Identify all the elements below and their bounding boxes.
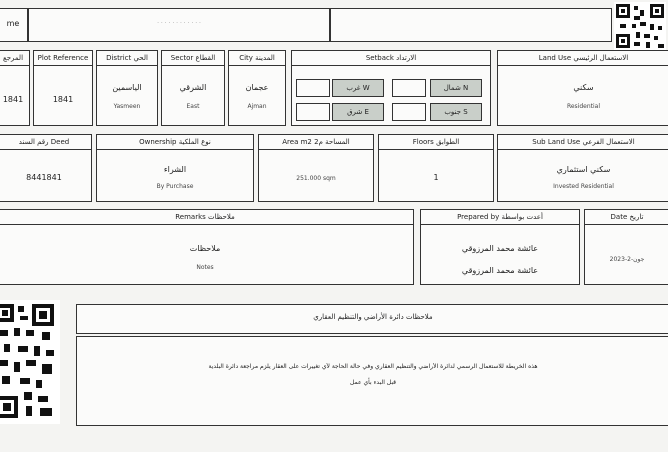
city-value-ar: عجمان: [245, 83, 269, 92]
setback-south: جنوب S: [430, 103, 482, 121]
deed-value: 8441841: [26, 173, 62, 182]
floors-box: [378, 134, 494, 202]
sector-value-ar: الشرقي: [179, 83, 207, 92]
remarks-ar: ملاحظات: [189, 244, 221, 253]
sector-column: [161, 50, 225, 126]
district-value-ar: الياسمين: [112, 83, 142, 92]
city-column: [228, 50, 286, 126]
date-value: 2023-جون-2: [609, 256, 645, 263]
sector-value-en: East: [186, 103, 200, 110]
notes-title: ملاحظات دائرة الأراضي والتنظيم العقاري: [313, 313, 433, 321]
city-header: City المدينة: [229, 51, 285, 66]
sector-header: Sector القطاع: [162, 51, 224, 66]
setback-box: [291, 50, 491, 126]
ref-column: [0, 50, 30, 126]
remarks-en: Notes: [196, 264, 214, 271]
plot-ref-value: 1841: [52, 95, 74, 104]
ownership-header: Ownership نوع الملكية: [97, 135, 253, 150]
setback-west: غرب W: [332, 79, 384, 97]
ownership-en: By Purchase: [156, 183, 194, 190]
prepared-box: [420, 209, 580, 285]
name-label-cell: [0, 8, 28, 42]
notes-line-1: هذه الخريطة للاستعمال الرسمي لدائرة الأراضي والتنظيم العقاري وفي حالة الحاجة لأي تغييرات على العقار يلزم مراجعة دائرة البلدية: [208, 363, 538, 370]
date-header: Date تاريخ: [585, 210, 668, 225]
area-header: Area m2 المساحة م2: [259, 135, 373, 150]
prepared-header: Prepared by أعدت بواسطة: [421, 210, 579, 225]
land-use-header: Land Use الاستعمال الرئيسي: [498, 51, 668, 66]
notes-body-box: [76, 336, 668, 426]
deed-header: رقم السند Deed: [0, 135, 91, 150]
floors-header: Floors الطوابق: [379, 135, 493, 150]
plot-ref-column: [33, 50, 93, 126]
land-use-en: Residential: [566, 103, 601, 110]
top-right-cell: [330, 8, 612, 42]
setback-east: شرق E: [332, 103, 384, 121]
name-value: · · · · · · · · · · · ·: [157, 20, 201, 27]
remarks-box: [0, 209, 414, 285]
area-box: [258, 134, 374, 202]
ownership-box: [96, 134, 254, 202]
district-value-en: Yasmeen: [113, 103, 141, 110]
prepared-name-1: عائشة محمد المرزوقي: [461, 244, 539, 253]
setback-header: Setback الارتداد: [292, 51, 490, 66]
setback-blank-3: [296, 103, 330, 121]
name-value-cell: [28, 8, 330, 42]
ref-value: 1841: [2, 95, 24, 104]
setback-north: شمال N: [430, 79, 482, 97]
subland-ar: سكني استثماري: [556, 165, 611, 174]
floors-value: 1: [433, 173, 439, 182]
name-label: me: [6, 19, 20, 28]
prepared-name-2: عائشة محمد المرزوقي: [461, 266, 539, 275]
ownership-ar: الشراء: [163, 165, 187, 174]
date-box: [584, 209, 668, 285]
setback-blank-2: [392, 79, 426, 97]
subland-en: Invested Residential: [553, 183, 614, 190]
remarks-header: Remarks ملاحظات: [0, 210, 413, 225]
district-header: District الحي: [97, 51, 157, 66]
subland-box: [497, 134, 668, 202]
setback-blank-1: [296, 79, 330, 97]
district-column: [96, 50, 158, 126]
deed-box: [0, 134, 92, 202]
notes-line-2: قبل البدء بأي عمل: [349, 379, 396, 386]
setback-blank-4: [392, 103, 426, 121]
city-value-en: Ajman: [247, 103, 267, 110]
qr-code-bottom: [0, 300, 60, 424]
area-value: 251.000 sqm: [296, 175, 336, 182]
plot-ref-header: Plot Reference: [34, 51, 92, 66]
notes-title-box: [76, 304, 668, 334]
land-use-box: [497, 50, 668, 126]
land-use-ar: سكني: [573, 83, 594, 92]
ref-header: المرجع: [0, 51, 29, 66]
qr-code-top: [614, 2, 666, 50]
subland-header: Sub Land Use الاستعمال الفرعي: [498, 135, 668, 150]
